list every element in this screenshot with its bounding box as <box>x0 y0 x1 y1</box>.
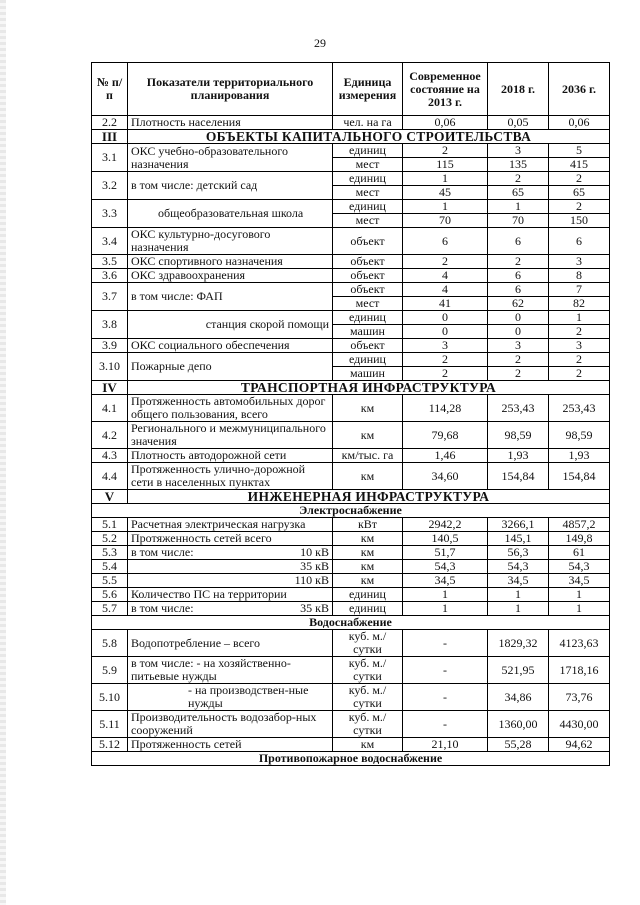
header-2036: 2036 г. <box>549 63 610 116</box>
row-num: 5.3 <box>92 546 128 560</box>
value-2013: 34,5 <box>403 574 488 588</box>
value-2036: 2 <box>549 172 610 186</box>
value-2018: 55,28 <box>488 738 549 752</box>
value-2013: 1,46 <box>403 449 488 463</box>
value-2036: 2 <box>549 200 610 214</box>
table-row <box>92 711 610 738</box>
row-num: 4.4 <box>92 463 128 490</box>
row-unit: объект <box>333 269 403 283</box>
row-name: Протяженность сетей <box>128 738 333 752</box>
header-row <box>92 63 610 116</box>
table-row <box>92 602 610 616</box>
row-num: 5.7 <box>92 602 128 616</box>
header-num: № п/п <box>92 63 128 116</box>
value-2018: 3 <box>488 339 549 353</box>
value-2013: 21,10 <box>403 738 488 752</box>
row-unit: куб. м./ сутки <box>333 711 403 738</box>
row-name: Протяженность сетей всего <box>128 532 333 546</box>
section-row <box>92 130 610 144</box>
subsection-title: Электроснабжение <box>92 504 610 518</box>
value-2018: 521,95 <box>488 657 549 684</box>
value-2018: 98,59 <box>488 422 549 449</box>
value-2013: 6 <box>403 228 488 255</box>
row-num: 5.8 <box>92 630 128 657</box>
row-name: общеобразовательная школа <box>128 200 333 228</box>
value-2036: 34,5 <box>549 574 610 588</box>
row-unit: куб. м./ сутки <box>333 657 403 684</box>
row-num: 3.10 <box>92 353 128 381</box>
header-current: Современное состояние на 2013 г. <box>403 63 488 116</box>
value-2018: 56,3 <box>488 546 549 560</box>
subsection-title: Противопожарное водоснабжение <box>92 752 610 766</box>
value-2036: 65 <box>549 186 610 200</box>
value-2018: 6 <box>488 283 549 297</box>
value-2036: 1,93 <box>549 449 610 463</box>
row-num: 5.10 <box>92 684 128 711</box>
row-unit: км <box>333 560 403 574</box>
value-2013: - <box>403 657 488 684</box>
value-2036: 54,3 <box>549 560 610 574</box>
section-num: III <box>92 130 128 144</box>
row-name: ОКС культурно-досугового назначения <box>128 228 333 255</box>
value-2018: 0,05 <box>488 116 549 130</box>
row-unit: единиц <box>333 144 403 158</box>
value-2036: 5 <box>549 144 610 158</box>
table-row <box>92 311 610 325</box>
value-2018: 2 <box>488 367 549 381</box>
row-unit: машин <box>333 367 403 381</box>
value-2036: 4430,00 <box>549 711 610 738</box>
row-name: Количество ПС на территории <box>128 588 333 602</box>
row-name: в том числе: детский сад <box>128 172 333 200</box>
value-2018: 1,93 <box>488 449 549 463</box>
value-2036: 2 <box>549 325 610 339</box>
value-2036: 61 <box>549 546 610 560</box>
row-num: 3.7 <box>92 283 128 311</box>
row-num: 3.1 <box>92 144 128 172</box>
value-2013: 2 <box>403 144 488 158</box>
value-2018: 3266,1 <box>488 518 549 532</box>
row-name: Плотность населения <box>128 116 333 130</box>
subsection-row <box>92 616 610 630</box>
row-unit: машин <box>333 325 403 339</box>
row-name: Производительность водозабор-ных сооружений <box>128 711 333 738</box>
row-name: в том числе: ФАП <box>128 283 333 311</box>
value-2036: 1 <box>549 311 610 325</box>
header-2018: 2018 г. <box>488 63 549 116</box>
row-unit: км <box>333 395 403 422</box>
value-2013: 2 <box>403 353 488 367</box>
row-name: в том числе: - на хозяйственно-питьевые нужды <box>128 657 333 684</box>
row-name-prefix: в том числе: <box>131 601 194 615</box>
row-num: 5.11 <box>92 711 128 738</box>
table-row <box>92 560 610 574</box>
table-row <box>92 657 610 684</box>
section-row <box>92 490 610 504</box>
row-num: 4.1 <box>92 395 128 422</box>
value-2018: 34,5 <box>488 574 549 588</box>
value-2036: 1 <box>549 588 610 602</box>
value-2018: 1 <box>488 200 549 214</box>
row-name: ОКС учебно-образовательного назначения <box>128 144 333 172</box>
table-row <box>92 172 610 186</box>
table-row <box>92 449 610 463</box>
row-unit: объект <box>333 339 403 353</box>
row-num: 5.2 <box>92 532 128 546</box>
row-name: Пожарные депо <box>128 353 333 381</box>
row-unit: куб. м./ сутки <box>333 630 403 657</box>
value-2036: 82 <box>549 297 610 311</box>
value-2036: 3 <box>549 255 610 269</box>
value-2018: 253,43 <box>488 395 549 422</box>
row-unit: куб. м./ сутки <box>333 684 403 711</box>
value-2036: 73,76 <box>549 684 610 711</box>
value-2013: 140,5 <box>403 532 488 546</box>
value-2013: 34,60 <box>403 463 488 490</box>
row-unit: единиц <box>333 588 403 602</box>
row-unit: мест <box>333 158 403 172</box>
row-num: 3.9 <box>92 339 128 353</box>
value-2018: 2 <box>488 172 549 186</box>
row-name <box>128 602 333 616</box>
value-2018: 70 <box>488 214 549 228</box>
table-row <box>92 228 610 255</box>
section-row <box>92 381 610 395</box>
value-2013: 0,06 <box>403 116 488 130</box>
row-unit: единиц <box>333 602 403 616</box>
value-2013: 45 <box>403 186 488 200</box>
value-2036: 4123,63 <box>549 630 610 657</box>
row-name: Расчетная электрическая нагрузка <box>128 518 333 532</box>
value-2013: 0 <box>403 311 488 325</box>
value-2013: 3 <box>403 339 488 353</box>
value-2018: 154,84 <box>488 463 549 490</box>
row-name: ОКС здравоохранения <box>128 269 333 283</box>
value-2018: 34,86 <box>488 684 549 711</box>
row-unit: единиц <box>333 200 403 214</box>
row-unit: км <box>333 738 403 752</box>
table-row <box>92 546 610 560</box>
row-unit: км <box>333 546 403 560</box>
subsection-row <box>92 752 610 766</box>
scan-edge <box>0 0 6 905</box>
value-2013: 2 <box>403 255 488 269</box>
table-row <box>92 200 610 214</box>
row-num: 5.4 <box>92 560 128 574</box>
table-row <box>92 422 610 449</box>
row-name: 35 кВ <box>128 560 333 574</box>
value-2013: 70 <box>403 214 488 228</box>
row-num: 3.2 <box>92 172 128 200</box>
value-2036: 2 <box>549 367 610 381</box>
table-row <box>92 532 610 546</box>
value-2036: 149,8 <box>549 532 610 546</box>
row-name: ОКС социального обеспечения <box>128 339 333 353</box>
row-name <box>128 546 333 560</box>
row-unit: кВт <box>333 518 403 532</box>
subsection-title: Водоснабжение <box>92 616 610 630</box>
value-2036: 8 <box>549 269 610 283</box>
value-2036: 6 <box>549 228 610 255</box>
value-2018: 0 <box>488 325 549 339</box>
row-unit: объект <box>333 255 403 269</box>
table-row <box>92 684 610 711</box>
value-2013: 115 <box>403 158 488 172</box>
row-unit: объект <box>333 228 403 255</box>
value-2018: 1 <box>488 602 549 616</box>
row-name-prefix: в том числе: <box>131 545 194 559</box>
row-unit: мест <box>333 214 403 228</box>
value-2018: 145,1 <box>488 532 549 546</box>
value-2013: - <box>403 684 488 711</box>
row-num: 5.12 <box>92 738 128 752</box>
table-row <box>92 588 610 602</box>
table-row <box>92 574 610 588</box>
value-2013: 2 <box>403 367 488 381</box>
value-2036: 154,84 <box>549 463 610 490</box>
value-2018: 1360,00 <box>488 711 549 738</box>
row-name: Протяженность улично-дорожной сети в населенных пунктах <box>128 463 333 490</box>
value-2013: 1 <box>403 200 488 214</box>
planning-indicators-table <box>91 62 610 766</box>
value-2013: 1 <box>403 172 488 186</box>
value-2036: 150 <box>549 214 610 228</box>
value-2018: 6 <box>488 228 549 255</box>
value-2036: 3 <box>549 339 610 353</box>
value-2013: 41 <box>403 297 488 311</box>
row-unit: мест <box>333 186 403 200</box>
row-unit: мест <box>333 297 403 311</box>
page-number: 29 <box>314 36 326 50</box>
row-unit: единиц <box>333 311 403 325</box>
table-row <box>92 395 610 422</box>
header-unit: Единица измерения <box>333 63 403 116</box>
row-name: Регионального и межмуниципального значения <box>128 422 333 449</box>
row-num: 3.3 <box>92 200 128 228</box>
row-name: Протяженность автомобильных дорог общего пользования, всего <box>128 395 333 422</box>
value-2036: 94,62 <box>549 738 610 752</box>
table-row <box>92 269 610 283</box>
row-unit: единиц <box>333 353 403 367</box>
row-name-voltage: 35 кВ <box>300 601 329 615</box>
row-unit: км/тыс. га <box>333 449 403 463</box>
table-row <box>92 339 610 353</box>
row-unit: км <box>333 422 403 449</box>
row-num: 3.6 <box>92 269 128 283</box>
row-unit: объект <box>333 283 403 297</box>
value-2036: 2 <box>549 353 610 367</box>
value-2018: 1 <box>488 588 549 602</box>
row-num: 3.4 <box>92 228 128 255</box>
row-num: 2.2 <box>92 116 128 130</box>
value-2036: 1718,16 <box>549 657 610 684</box>
value-2013: 2942,2 <box>403 518 488 532</box>
row-unit: единиц <box>333 172 403 186</box>
value-2013: 51,7 <box>403 546 488 560</box>
value-2013: 4 <box>403 283 488 297</box>
value-2018: 6 <box>488 269 549 283</box>
section-num: IV <box>92 381 128 395</box>
row-num: 5.6 <box>92 588 128 602</box>
value-2036: 98,59 <box>549 422 610 449</box>
value-2013: 0 <box>403 325 488 339</box>
table-row <box>92 144 610 158</box>
row-name: ОКС спортивного назначения <box>128 255 333 269</box>
value-2018: 0 <box>488 311 549 325</box>
row-num: 5.9 <box>92 657 128 684</box>
row-num: 5.1 <box>92 518 128 532</box>
value-2036: 4857,2 <box>549 518 610 532</box>
table-row <box>92 283 610 297</box>
table-row <box>92 630 610 657</box>
row-unit: км <box>333 463 403 490</box>
value-2018: 3 <box>488 144 549 158</box>
value-2018: 1829,32 <box>488 630 549 657</box>
value-2018: 2 <box>488 255 549 269</box>
value-2013: 1 <box>403 588 488 602</box>
value-2018: 54,3 <box>488 560 549 574</box>
row-name: Плотность автодорожной сети <box>128 449 333 463</box>
value-2013: 79,68 <box>403 422 488 449</box>
table-row <box>92 518 610 532</box>
row-num: 5.5 <box>92 574 128 588</box>
row-num: 3.5 <box>92 255 128 269</box>
section-title: ОБЪЕКТЫ КАПИТАЛЬНОГО СТРОИТЕЛЬСТВА <box>128 130 610 144</box>
table-row <box>92 463 610 490</box>
value-2036: 0,06 <box>549 116 610 130</box>
section-num: V <box>92 490 128 504</box>
table-row <box>92 255 610 269</box>
value-2013: 1 <box>403 602 488 616</box>
table-row <box>92 116 610 130</box>
value-2036: 7 <box>549 283 610 297</box>
value-2013: - <box>403 630 488 657</box>
value-2013: 114,28 <box>403 395 488 422</box>
section-title: ИНЖЕНЕРНАЯ ИНФРАСТРУКТУРА <box>128 490 610 504</box>
value-2018: 2 <box>488 353 549 367</box>
row-name: Водопотребление – всего <box>128 630 333 657</box>
subsection-row <box>92 504 610 518</box>
header-indicator: Показатели территориального планирования <box>128 63 333 116</box>
row-num: 4.2 <box>92 422 128 449</box>
row-num: 4.3 <box>92 449 128 463</box>
value-2013: - <box>403 711 488 738</box>
table-row <box>92 353 610 367</box>
value-2018: 135 <box>488 158 549 172</box>
value-2018: 62 <box>488 297 549 311</box>
row-unit: км <box>333 574 403 588</box>
value-2036: 415 <box>549 158 610 172</box>
row-name: 110 кВ <box>128 574 333 588</box>
value-2013: 4 <box>403 269 488 283</box>
row-name-voltage: 10 кВ <box>300 545 329 559</box>
row-name: станция скорой помощи <box>128 311 333 339</box>
row-name: - на производствен-ные нужды <box>128 684 333 711</box>
table-row <box>92 738 610 752</box>
value-2018: 65 <box>488 186 549 200</box>
section-title: ТРАНСПОРТНАЯ ИНФРАСТРУКТУРА <box>128 381 610 395</box>
row-unit: чел. на га <box>333 116 403 130</box>
row-num: 3.8 <box>92 311 128 339</box>
value-2036: 1 <box>549 602 610 616</box>
value-2036: 253,43 <box>549 395 610 422</box>
value-2013: 54,3 <box>403 560 488 574</box>
row-unit: км <box>333 532 403 546</box>
